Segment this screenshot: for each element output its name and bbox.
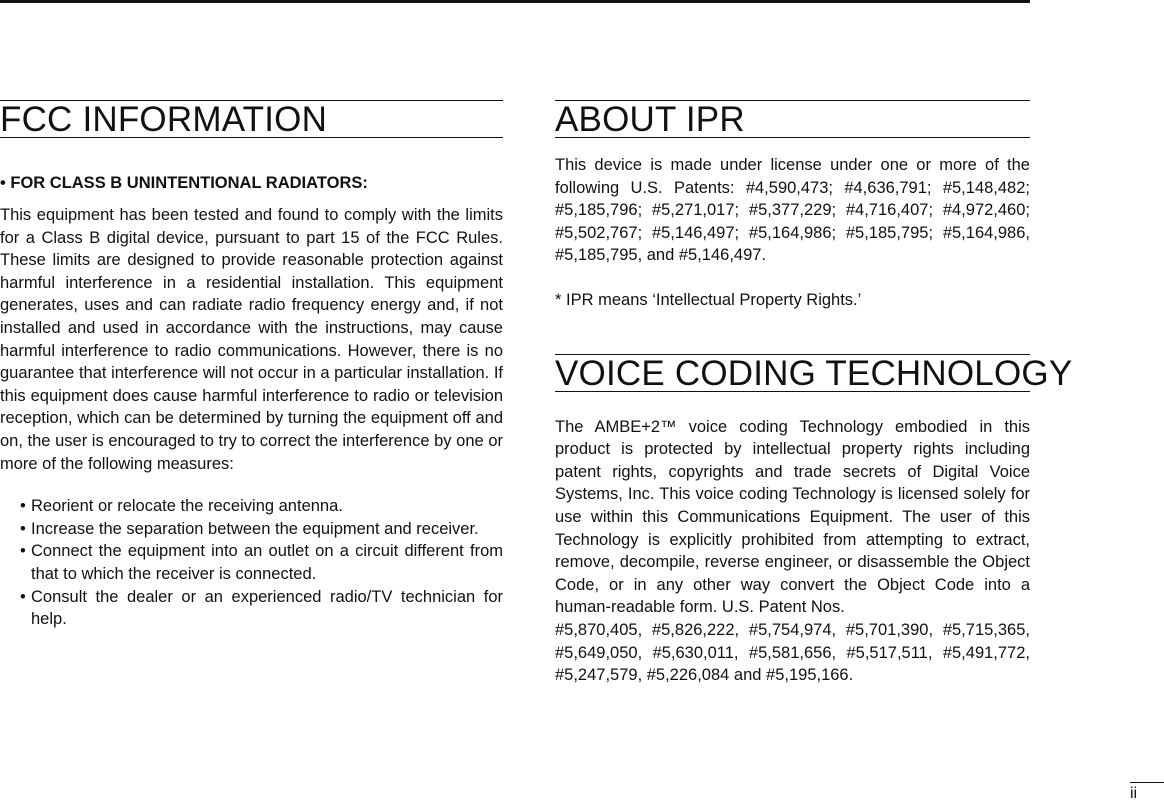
class-b-subheading: • FOR CLASS B UNINTENTIONAL RADIATORS: <box>0 174 368 192</box>
list-item: • Connect the equipment into an outlet on a circuit different from that to which the receiver is connected. <box>20 542 503 583</box>
fcc-information-section <box>0 100 503 631</box>
list-item: • Reorient or relocate the receiving antenna. <box>20 497 343 516</box>
top-rule <box>0 0 1030 3</box>
ipr-note: * IPR means ‘Intellectual Property Rights.’ <box>555 290 862 309</box>
about-ipr-section <box>555 100 1030 312</box>
fcc-body: This equipment has been tested and found to comply with the limits for a Class B digital device, pursuant to part 15 of the FCC Rules. These limits are designed to provide reasonable protection against harmful interference in a residential installation. This equipment generates, uses and can radiate radio frequency energy and, if not installed and used in accordance with the instructions, may cause harmful interference to radio communications. However, there is no guarantee that interference will not occur in a particular installation. If this equipment does cause harmful interference to radio or television reception, which can be determined by turning the equipment off and on, the user is encouraged to try to correct the interference by one or more of the following measures: <box>0 206 503 473</box>
list-item: • Increase the separation between the equipment and receiver. <box>20 519 479 538</box>
fcc-heading: FCC INFORMATION <box>0 100 503 138</box>
page-number: ii <box>1130 782 1164 803</box>
voice-body: The AMBE+2™ voice coding Technology embodied in this product is protected by intellectual property rights including patent rights, copyrights and trade secrets of Digital Voice Systems, Inc. This voice coding Technology is licensed solely for use within this Communications Equipment. The user of this Technology is explicitly prohibited from attempting to extract, remove, decompile, reverse engineer, or disassemble the Object Code, or in any other way convert the Object Code into a human-readable form. U.S. Patent Nos. <box>555 417 1030 617</box>
right-column <box>555 100 1073 687</box>
voice-patent-list: #5,870,405, #5,826,222, #5,754,974, #5,701,390, #5,715,365, #5,649,050, #5,630,011, #5,581,656, #5,517,511, #5,491,772, #5,247,579, #5,226,084 and #5,195,166. <box>555 620 1030 685</box>
ipr-heading: ABOUT IPR <box>555 100 1030 138</box>
voice-heading: VOICE CODING TECHNOLOGY <box>555 353 1073 393</box>
measures-list <box>0 495 503 631</box>
voice-coding-section <box>555 353 1073 687</box>
ipr-body: This device is made under license under one or more of the following U.S. Patents: #4,590,473; #4,636,791; #5,148,482; #5,185,796; #5,271,017; #5,377,229; #4,716,407; #4,972,460; #5,502,767; #5,146,497; #5,164,986; #5,185,795; #5,164,986, #5,185,795, and #5,146,497. <box>555 156 1030 265</box>
list-item: • Consult the dealer or an experienced radio/TV technician for help. <box>20 587 503 629</box>
